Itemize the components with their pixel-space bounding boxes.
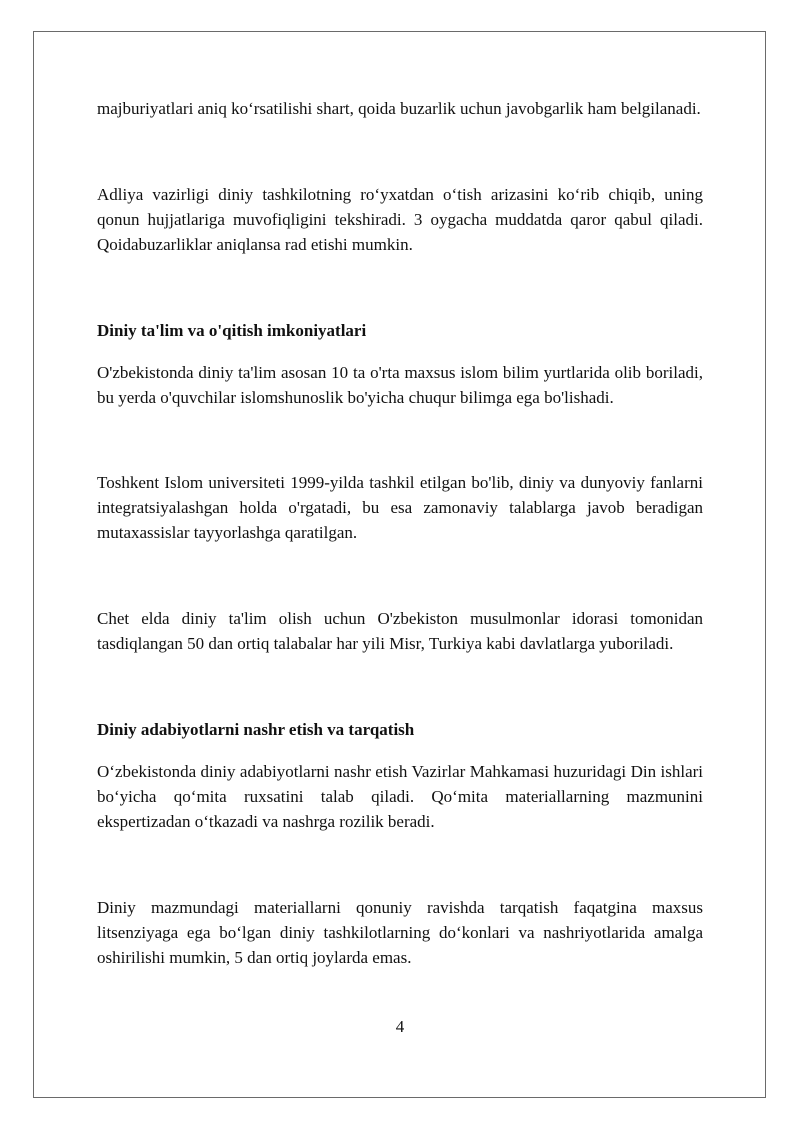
page-content (97, 96, 703, 970)
paragraph-study-abroad: Chet elda diniy ta'lim olish uchun O'zbekiston musulmonlar idorasi tomonidan tasdiqlangan 50 dan ortiq talabalar har yili Misr, Turkiya kabi davlatlarga yuboriladi. (97, 609, 703, 653)
paragraph-tashkent-islamic-university: Toshkent Islom universiteti 1999-yilda tashkil etilgan bo'lib, diniy va dunyoviy fanlarni integratsiyalashgan holda o'rgatadi, bu esa zamonaviy talablarga javob beradigan mutaxassislar tayyorlashga qaratilgan. (97, 473, 703, 542)
paragraph-ministry-of-justice: Adliya vazirligi diniy tashkilotning ro‘yxatdan o‘tish arizasini ko‘rib chiqib, uning qonun hujjatlariga muvofiqligini tekshiradi. 3 oygacha muddatda qaror qabul qiladi. Qoidabuzarliklar aniqlansa rad etishi mumkin. (97, 185, 703, 254)
paragraph-madrasas: O'zbekistonda diniy ta'lim asosan 10 ta o'rta maxsus islom bilim yurtlarida olib boriladi, bu yerda o'quvchilar islomshunoslik bo'yicha chuqur bilimga ega bo'lishadi. (97, 363, 703, 407)
heading-religious-education: Diniy ta'lim va o'qitish imkoniyatlari (97, 321, 367, 340)
paragraph-distribution: Diniy mazmundagi materiallarni qonuniy ravishda tarqatish faqatgina maxsus litsenziyaga ega bo‘lgan diniy tashkilotlarning do‘konlari va nashriyotlarida amalga oshirilishi mumkin, 5 dan ortiq joylarda emas. (97, 898, 703, 967)
page-number: 4 (395, 1017, 405, 1036)
paragraph-publishing-permission: O‘zbekistonda diniy adabiyotlarni nashr etish Vazirlar Mahkamasi huzuridagi Din ishlari bo‘yicha qo‘mita ruxsatini talab qiladi. Qo‘mita materiallarning mazmunini ekspertizadan o‘tkazadi va nashrga rozilik beradi. (97, 762, 703, 831)
heading-religious-literature: Diniy adabiyotlarni nashr etish va tarqatish (97, 720, 415, 739)
paragraph-obligations: majburiyatlari aniq ko‘rsatilishi shart, qoida buzarlik uchun javobgarlik ham belgilanadi. (97, 99, 701, 118)
